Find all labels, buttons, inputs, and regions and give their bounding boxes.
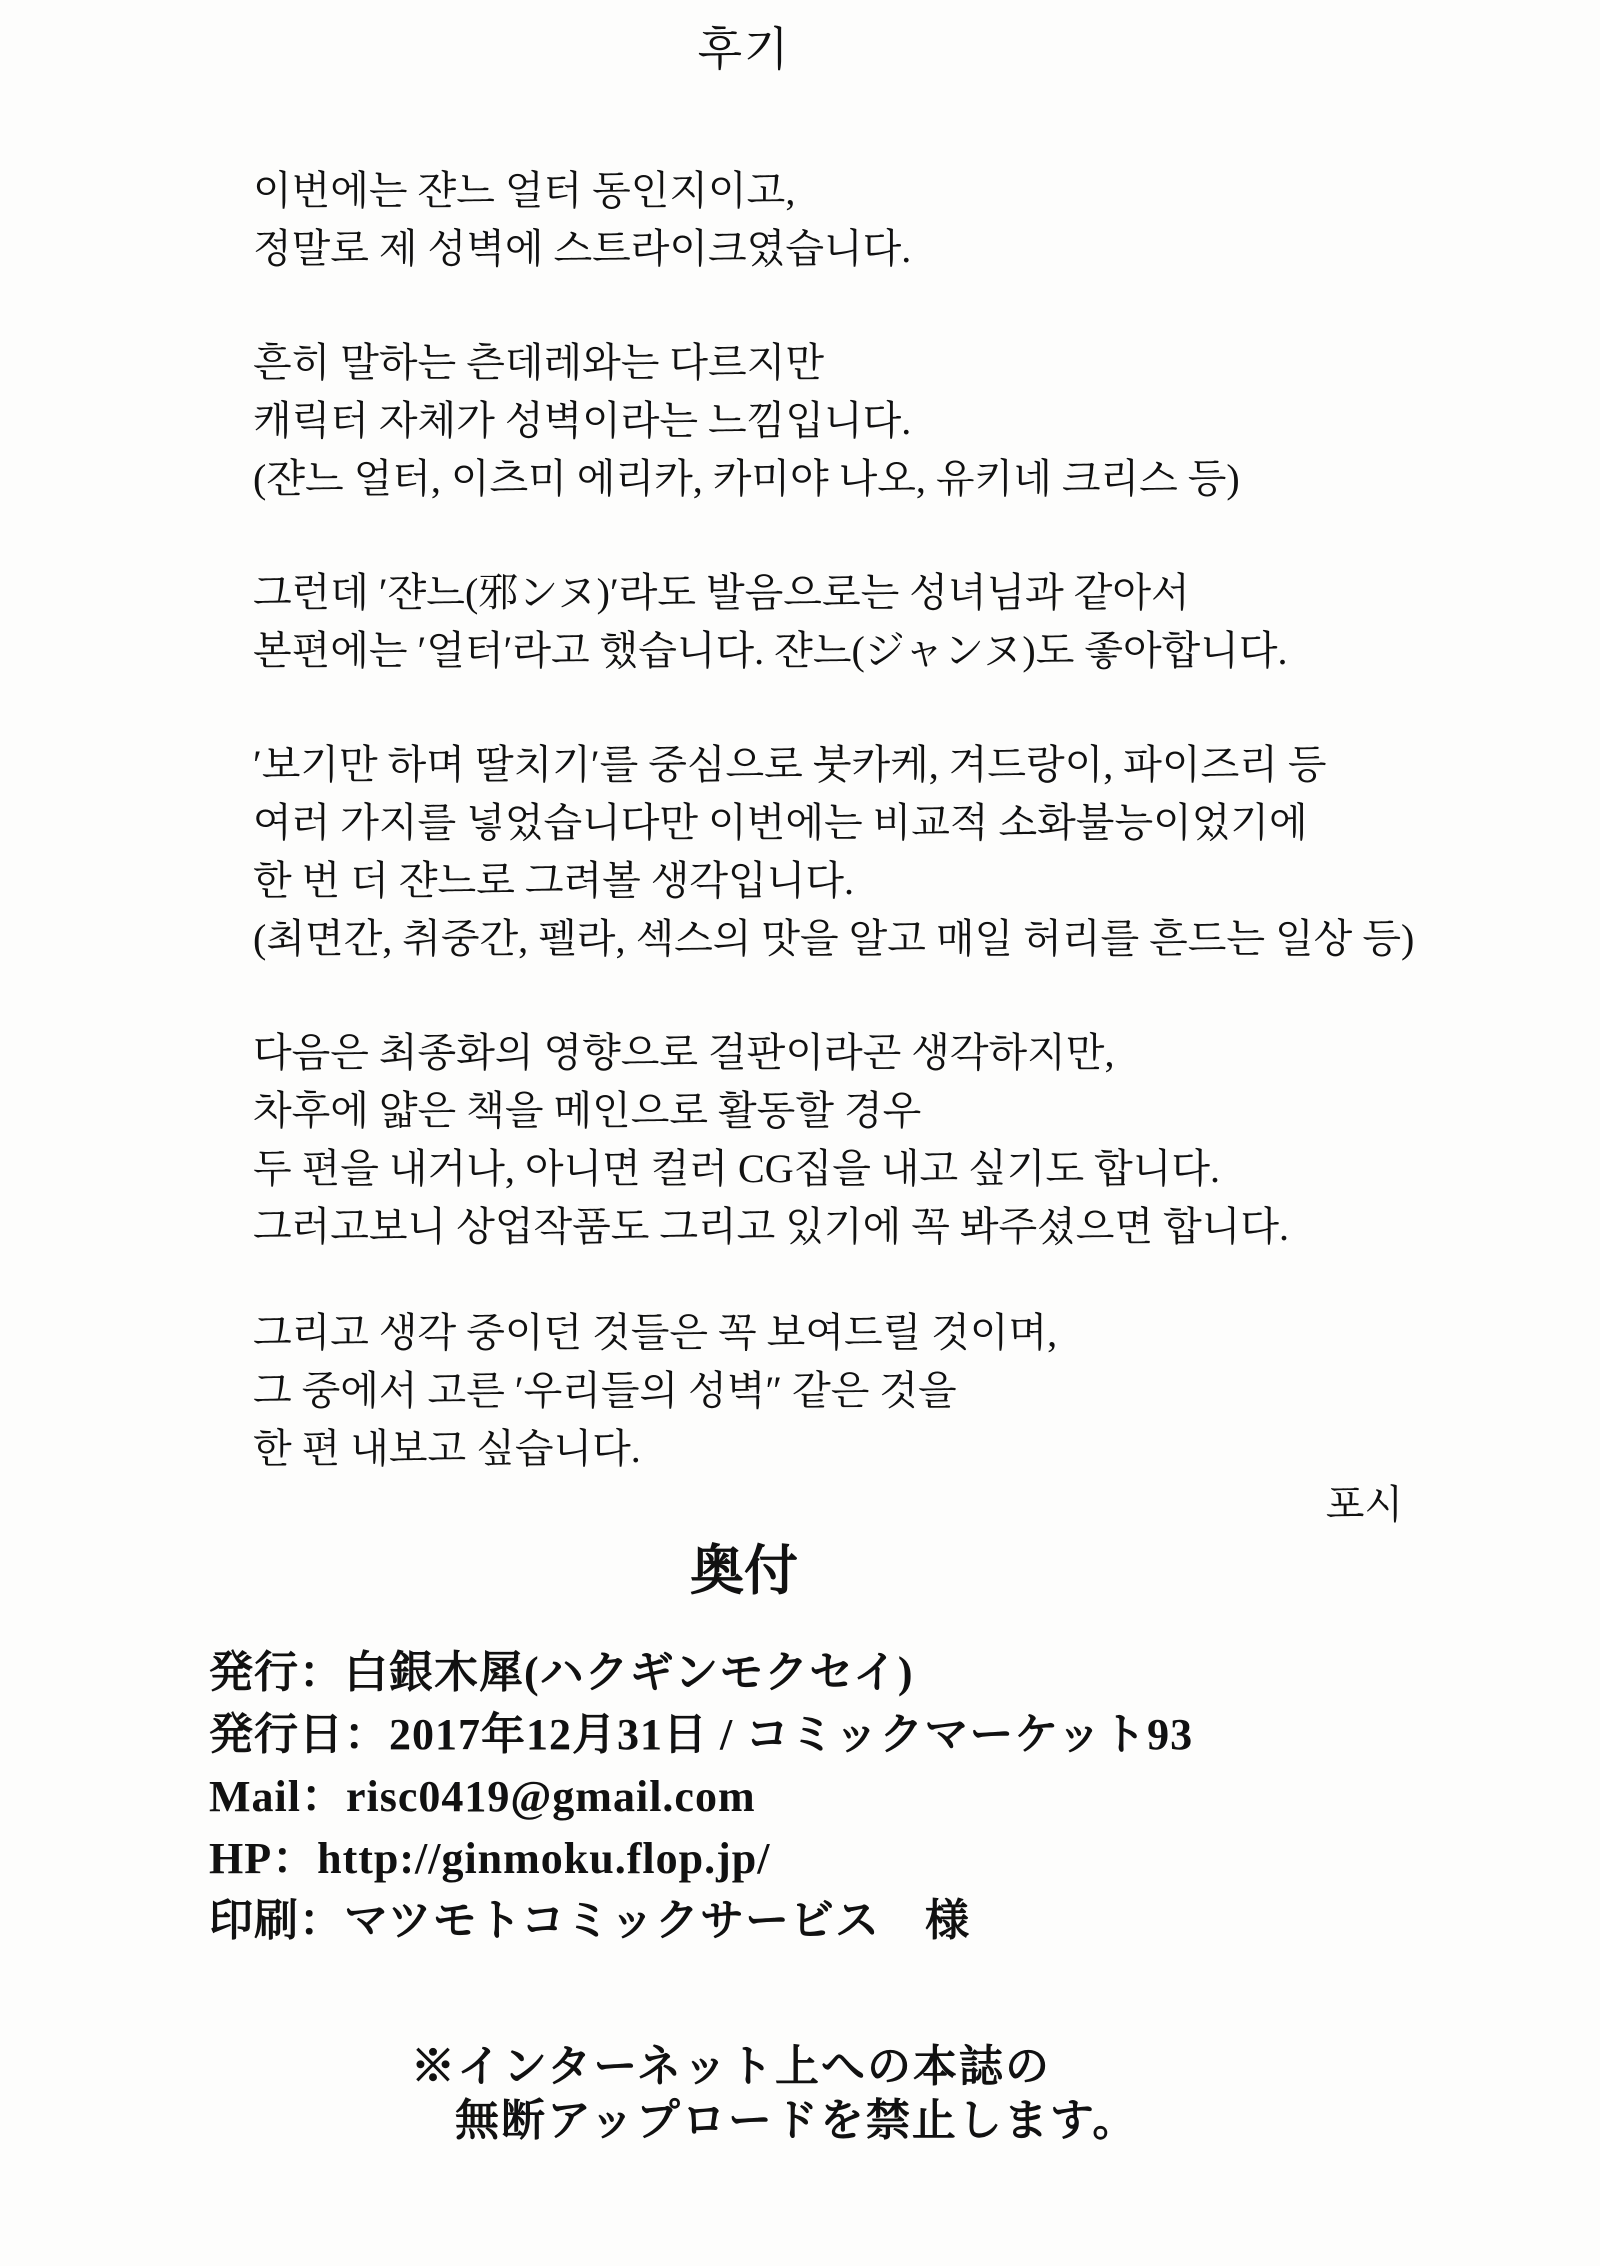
afterword-line: (최면간, 취중간, 펠라, 섹스의 맛을 알고 매일 허리를 흔드는 일상 등) bbox=[253, 916, 1415, 961]
paragraph bbox=[253, 1024, 1600, 1256]
afterword-title: 후기 bbox=[697, 24, 791, 75]
paragraph bbox=[253, 162, 1600, 278]
paragraph bbox=[253, 736, 1600, 968]
author-signature: 포시 bbox=[1325, 1482, 1403, 1527]
colophon-title: 奥付 bbox=[690, 1541, 798, 1601]
paragraph bbox=[253, 564, 1600, 680]
afterword-line: 두 편을 내거나, 아니면 컬러 CG집을 내고 싶기도 합니다. bbox=[253, 1146, 1221, 1191]
afterword-body bbox=[253, 162, 1600, 1478]
colophon-publish-date-line: 発行日：2017年12月31日 / コミックマーケット93 bbox=[209, 1710, 1194, 1759]
colophon-homepage-line: HP：http://ginmoku.flop.jp/ bbox=[209, 1834, 771, 1883]
afterword-line: 그런데 ′쟌느(邪ンヌ)′라도 발음으로는 성녀님과 같아서 bbox=[253, 570, 1190, 615]
afterword-line: 캐릭터 자체가 성벽이라는 느낌입니다. bbox=[253, 398, 912, 443]
afterword-line: 한 편 내보고 싶습니다. bbox=[253, 1426, 641, 1471]
afterword-line: 한 번 더 쟌느로 그려볼 생각입니다. bbox=[253, 858, 854, 903]
upload-prohibition-notice bbox=[411, 2040, 1600, 2148]
afterword-line: ′보기만 하며 딸치기′를 중심으로 붓카케, 겨드랑이, 파이즈리 등 bbox=[253, 742, 1327, 787]
colophon-publisher-line: 発行：白銀木犀(ハクギンモクセイ) bbox=[209, 1648, 914, 1697]
afterword-line: 그러고보니 상업작품도 그리고 있기에 꼭 봐주셨으면 합니다. bbox=[253, 1204, 1289, 1249]
colophon bbox=[209, 1642, 1600, 1952]
afterword-line: 여러 가지를 넣었습니다만 이번에는 비교적 소화불능이었기에 bbox=[253, 800, 1308, 845]
notice-line: 無断アップロードを禁止します。 bbox=[455, 2096, 1139, 2145]
afterword-line: 정말로 제 성벽에 스트라이크였습니다. bbox=[253, 226, 912, 271]
afterword-line: 차후에 얇은 책을 메인으로 활동할 경우 bbox=[253, 1088, 922, 1133]
afterword-line: 이번에는 쟌느 얼터 동인지이고, bbox=[253, 168, 796, 213]
afterword-line: (쟌느 얼터, 이츠미 에리카, 카미야 나오, 유키네 크리스 등) bbox=[253, 456, 1240, 501]
afterword-line: 흔히 말하는 츤데레와는 다르지만 bbox=[253, 340, 824, 385]
afterword-line: 본편에는 ′얼터′라고 했습니다. 쟌느(ジャンヌ)도 좋아합니다. bbox=[253, 628, 1288, 673]
afterword-line: 그 중에서 고른 ′우리들의 성벽″ 같은 것을 bbox=[253, 1368, 957, 1413]
afterword-line: 그리고 생각 중이던 것들은 꼭 보여드릴 것이며, bbox=[253, 1310, 1058, 1355]
paragraph bbox=[253, 334, 1600, 508]
notice-line: ※インターネット上への本誌の bbox=[411, 2042, 1052, 2091]
paragraph bbox=[253, 1304, 1600, 1478]
colophon-printer-line: 印刷：マツモトコミックサービス 様 bbox=[209, 1896, 971, 1945]
afterword-line: 다음은 최종화의 영향으로 걸판이라곤 생각하지만, bbox=[253, 1030, 1115, 1075]
colophon-mail-line: Mail：risc0419@gmail.com bbox=[209, 1772, 756, 1821]
